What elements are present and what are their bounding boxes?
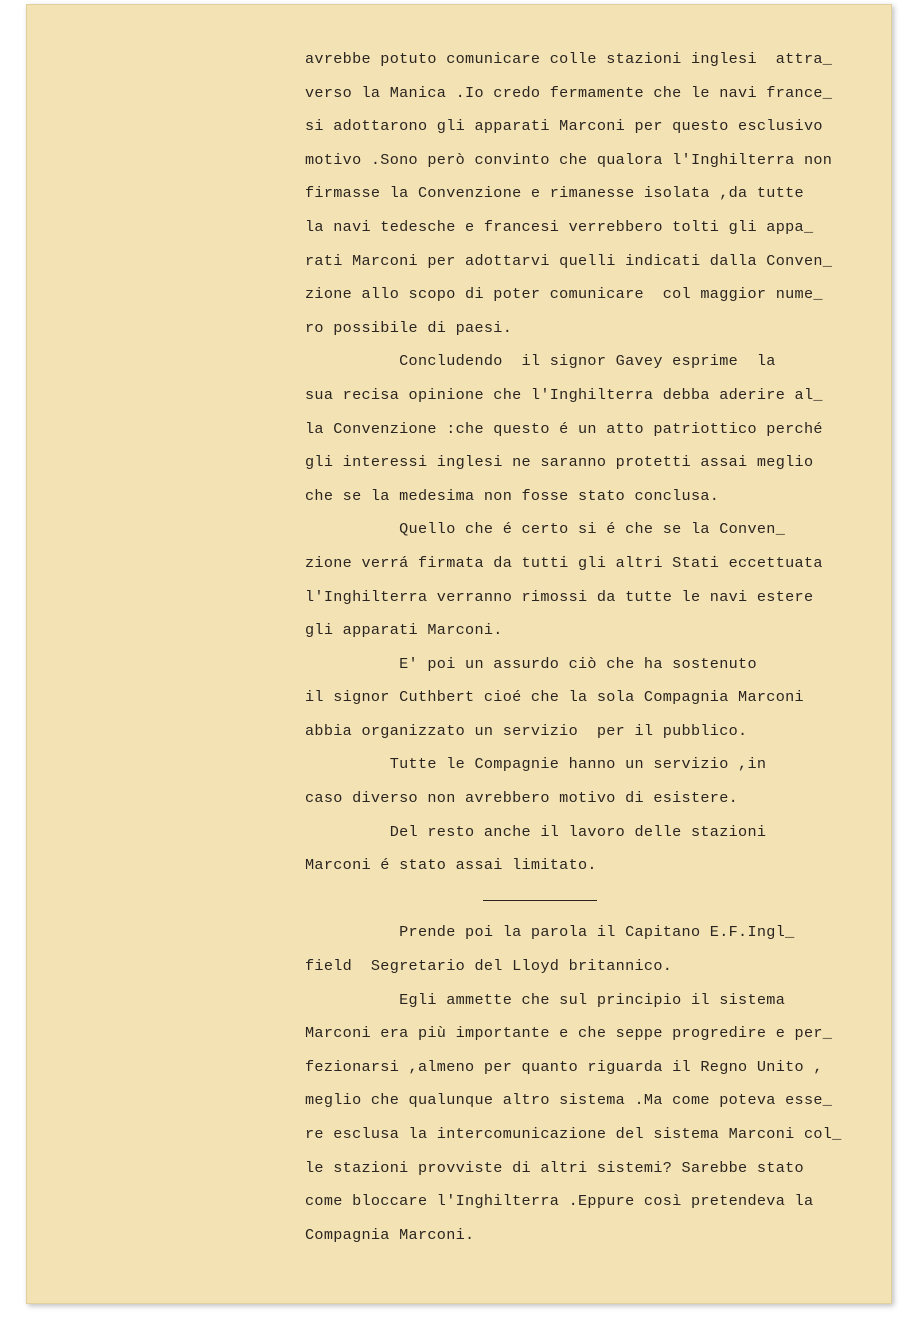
text-line: Marconi é stato assai limitato. xyxy=(305,856,597,875)
text-line: avrebbe potuto comunicare colle stazioni inglesi attra_ xyxy=(305,50,833,68)
text-line: zione allo scopo di poter comunicare col maggior nume_ xyxy=(305,285,823,304)
text-line: si adottarono gli apparati Marconi per questo esclusivo xyxy=(305,117,823,136)
text-line: Quello che é certo si é che se la Conven_ xyxy=(305,520,786,539)
text-line: rati Marconi per adottarvi quelli indicati dalla Conven_ xyxy=(305,251,833,270)
text-line: caso diverso non avrebbero motivo di esistere. xyxy=(305,789,739,808)
text-line: la navi tedesche e francesi verrebbero tolti gli appa_ xyxy=(305,217,814,236)
text-line: Concludendo il signor Gavey esprime la xyxy=(305,352,776,371)
text-line: il signor Cuthbert cioé che la sola Compagnia Marconi xyxy=(305,688,804,707)
text-line: Tutte le Compagnie hanno un servizio ,in xyxy=(305,755,767,774)
text-line: motivo .Sono però convinto che qualora l'Inghilterra non xyxy=(305,150,833,169)
section-divider xyxy=(305,883,875,917)
text-line: sua recisa opinione che l'Inghilterra debba aderire al_ xyxy=(305,385,823,404)
text-line: Prende poi la parola il Capitano E.F.Ingl_ xyxy=(305,923,795,942)
text-line: E' poi un assurdo ciò che ha sostenuto xyxy=(305,654,757,673)
text-line: Marconi era più importante e che seppe progredire e per_ xyxy=(305,1024,833,1043)
text-line: zione verrá firmata da tutti gli altri Stati eccettuata xyxy=(305,553,823,572)
text-line: come bloccare l'Inghilterra .Eppure così pretendeva la xyxy=(305,1192,814,1211)
text-line: Compagnia Marconi. xyxy=(305,1225,475,1244)
text-line: che se la medesima non fosse stato conclusa. xyxy=(305,486,720,505)
text-line: firmasse la Convenzione e rimanesse isolata ,da tutte xyxy=(305,184,804,203)
text-line: l'Inghilterra verranno rimossi da tutte le navi estere xyxy=(305,587,814,606)
text-line: Del resto anche il lavoro delle stazioni xyxy=(305,822,767,841)
typed-text-body xyxy=(305,43,875,1252)
text-line: re esclusa la intercomunicazione del sistema Marconi col_ xyxy=(305,1125,842,1143)
text-line: verso la Manica .Io credo fermamente che le navi france_ xyxy=(305,83,833,102)
text-line: field Segretario del Lloyd britannico. xyxy=(305,957,673,976)
text-line: meglio che qualunque altro sistema .Ma come poteva esse_ xyxy=(305,1091,833,1110)
text-line: Egli ammette che sul principio il sistema xyxy=(305,990,786,1009)
text-line: abbia organizzato un servizio per il pubblico. xyxy=(305,721,748,740)
text-line: fezionarsi ,almeno per quanto riguarda il Regno Unito , xyxy=(305,1057,823,1076)
text-line: le stazioni provviste di altri sistemi? Sarebbe stato xyxy=(305,1158,804,1177)
divider-rule xyxy=(483,900,597,901)
text-line: gli interessi inglesi ne saranno protetti assai meglio xyxy=(305,453,814,472)
text-line: gli apparati Marconi. xyxy=(305,621,503,640)
text-line: la Convenzione :che questo é un atto patriottico perché xyxy=(305,419,823,438)
text-line: ro possibile di paesi. xyxy=(305,318,513,337)
